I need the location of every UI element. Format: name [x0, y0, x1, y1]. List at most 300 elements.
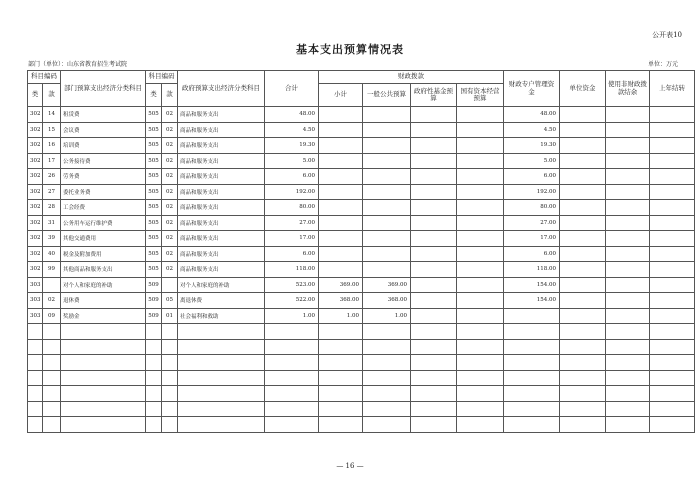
cell-cap	[457, 200, 504, 216]
header-subject-code-2: 科目编码	[146, 71, 178, 84]
cell-gen	[363, 262, 411, 278]
cell-carry	[650, 122, 695, 138]
cell-unitf	[560, 184, 606, 200]
cell-nonf	[606, 153, 650, 169]
empty-cell	[43, 339, 61, 355]
empty-cell	[560, 355, 606, 371]
cell-nonf	[606, 215, 650, 231]
cell-special: 27.00	[504, 215, 560, 231]
empty-cell	[411, 401, 457, 417]
empty-cell	[61, 401, 146, 417]
cell-total: 27.00	[265, 215, 319, 231]
cell-nonf	[606, 308, 650, 324]
cell-nonf	[606, 262, 650, 278]
empty-cell	[43, 386, 61, 402]
cell-cap	[457, 153, 504, 169]
cell-special: 17.00	[504, 231, 560, 247]
cell-gov: 商品和服务支出	[178, 184, 265, 200]
cell-carry	[650, 246, 695, 262]
cell-gen	[363, 215, 411, 231]
empty-cell	[606, 417, 650, 433]
header-fiscal: 财政拨款	[319, 71, 504, 84]
cell-carry	[650, 169, 695, 185]
empty-cell	[162, 355, 178, 371]
empty-cell	[265, 417, 319, 433]
table-row	[28, 246, 695, 262]
cell-kuan: 99	[43, 262, 61, 278]
cell-gov: 商品和服务支出	[178, 231, 265, 247]
cell-sub	[319, 122, 363, 138]
cell-nonf	[606, 293, 650, 309]
cell-nonf	[606, 107, 650, 123]
empty-cell	[28, 417, 43, 433]
empty-cell	[457, 401, 504, 417]
cell-kuan	[43, 277, 61, 293]
empty-cell	[146, 401, 162, 417]
empty-row	[28, 401, 695, 417]
empty-cell	[560, 417, 606, 433]
cell-unitf	[560, 200, 606, 216]
cell-unitf	[560, 215, 606, 231]
empty-cell	[146, 386, 162, 402]
cell-fund	[411, 107, 457, 123]
cell-sub	[319, 231, 363, 247]
cell-sub	[319, 246, 363, 262]
table-row	[28, 215, 695, 231]
cell-kuan: 16	[43, 138, 61, 154]
cell-fund	[411, 122, 457, 138]
cell-nonf	[606, 138, 650, 154]
cell-fund	[411, 293, 457, 309]
cell-sub	[319, 153, 363, 169]
empty-cell	[363, 339, 411, 355]
table-row	[28, 200, 695, 216]
cell-gen	[363, 153, 411, 169]
empty-cell	[504, 401, 560, 417]
empty-cell	[319, 386, 363, 402]
cell-total: 48.00	[265, 107, 319, 123]
empty-cell	[650, 417, 695, 433]
cell-lei: 302	[28, 138, 43, 154]
empty-cell	[504, 370, 560, 386]
cell-name: 公务接待费	[61, 153, 146, 169]
cell-unitf	[560, 138, 606, 154]
cell-carry	[650, 200, 695, 216]
cell-total: 523.00	[265, 277, 319, 293]
table-row	[28, 107, 695, 123]
cell-total: 118.00	[265, 262, 319, 278]
cell-kuan2: 02	[162, 262, 178, 278]
table-body	[28, 107, 695, 433]
cell-kuan2: 02	[162, 215, 178, 231]
form-number: 公开表10	[652, 31, 682, 39]
empty-cell	[319, 370, 363, 386]
table-row	[28, 122, 695, 138]
empty-cell	[606, 355, 650, 371]
department-label: 部门（单位）：山东省教育招生考试院	[28, 61, 128, 68]
empty-cell	[319, 417, 363, 433]
cell-carry	[650, 107, 695, 123]
empty-cell	[560, 401, 606, 417]
cell-kuan2: 02	[162, 169, 178, 185]
empty-cell	[178, 417, 265, 433]
cell-special: 154.00	[504, 293, 560, 309]
cell-cap	[457, 246, 504, 262]
cell-kuan2: 02	[162, 138, 178, 154]
empty-cell	[146, 355, 162, 371]
cell-sub: 369.00	[319, 277, 363, 293]
cell-kuan2: 02	[162, 122, 178, 138]
cell-unitf	[560, 308, 606, 324]
empty-cell	[43, 417, 61, 433]
cell-gov: 商品和服务支出	[178, 169, 265, 185]
cell-name: 租赁费	[61, 107, 146, 123]
cell-lei2: 505	[146, 122, 162, 138]
cell-name: 税金及附加费用	[61, 246, 146, 262]
cell-cap	[457, 138, 504, 154]
cell-gen: 368.00	[363, 293, 411, 309]
cell-gen	[363, 169, 411, 185]
cell-unitf	[560, 246, 606, 262]
cell-cap	[457, 293, 504, 309]
empty-cell	[363, 401, 411, 417]
cell-lei2: 509	[146, 308, 162, 324]
cell-gov: 商品和服务支出	[178, 246, 265, 262]
cell-lei: 302	[28, 122, 43, 138]
cell-total: 192.00	[265, 184, 319, 200]
cell-lei2: 505	[146, 200, 162, 216]
cell-special: 118.00	[504, 262, 560, 278]
cell-kuan: 28	[43, 200, 61, 216]
cell-gen	[363, 184, 411, 200]
cell-unitf	[560, 231, 606, 247]
empty-cell	[265, 324, 319, 340]
cell-lei2: 505	[146, 153, 162, 169]
cell-nonf	[606, 277, 650, 293]
cell-total: 6.00	[265, 246, 319, 262]
cell-cap	[457, 215, 504, 231]
cell-lei: 302	[28, 153, 43, 169]
cell-lei2: 505	[146, 184, 162, 200]
cell-lei2: 505	[146, 231, 162, 247]
empty-cell	[162, 324, 178, 340]
empty-cell	[411, 339, 457, 355]
empty-cell	[650, 386, 695, 402]
empty-cell	[650, 339, 695, 355]
empty-cell	[560, 386, 606, 402]
cell-kuan: 14	[43, 107, 61, 123]
empty-cell	[61, 417, 146, 433]
empty-cell	[162, 386, 178, 402]
cell-gov: 离退休费	[178, 293, 265, 309]
cell-lei: 302	[28, 262, 43, 278]
cell-unitf	[560, 153, 606, 169]
table-row	[28, 153, 695, 169]
cell-name: 其他商品和服务支出	[61, 262, 146, 278]
cell-sub	[319, 107, 363, 123]
cell-fund	[411, 277, 457, 293]
cell-gov: 社会福利和救助	[178, 308, 265, 324]
cell-lei2: 505	[146, 262, 162, 278]
table-row	[28, 184, 695, 200]
cell-carry	[650, 231, 695, 247]
cell-kuan: 39	[43, 231, 61, 247]
cell-gen	[363, 138, 411, 154]
cell-unitf	[560, 107, 606, 123]
cell-special: 4.50	[504, 122, 560, 138]
empty-cell	[146, 324, 162, 340]
empty-cell	[162, 401, 178, 417]
header-gov-econ: 政府预算支出经济分类科目	[178, 71, 265, 107]
cell-carry	[650, 277, 695, 293]
empty-cell	[265, 386, 319, 402]
cell-kuan2: 02	[162, 107, 178, 123]
cell-lei2: 505	[146, 246, 162, 262]
cell-special: 192.00	[504, 184, 560, 200]
empty-cell	[28, 324, 43, 340]
cell-total: 1.00	[265, 308, 319, 324]
cell-kuan: 40	[43, 246, 61, 262]
cell-nonf	[606, 184, 650, 200]
cell-kuan: 31	[43, 215, 61, 231]
cell-sub	[319, 262, 363, 278]
cell-lei2: 509	[146, 293, 162, 309]
cell-lei2: 505	[146, 107, 162, 123]
cell-sub	[319, 200, 363, 216]
cell-gov: 商品和服务支出	[178, 153, 265, 169]
empty-cell	[178, 370, 265, 386]
cell-carry	[650, 184, 695, 200]
header-total: 合计	[265, 71, 319, 107]
cell-fund	[411, 153, 457, 169]
cell-unitf	[560, 262, 606, 278]
empty-cell	[363, 386, 411, 402]
empty-cell	[457, 339, 504, 355]
cell-fund	[411, 246, 457, 262]
cell-kuan2: 01	[162, 308, 178, 324]
cell-fund	[411, 231, 457, 247]
cell-gov: 商品和服务支出	[178, 262, 265, 278]
table-row	[28, 169, 695, 185]
cell-sub	[319, 184, 363, 200]
empty-cell	[457, 324, 504, 340]
cell-gen	[363, 200, 411, 216]
header-special: 财政专户管理资金	[504, 71, 560, 107]
empty-row	[28, 339, 695, 355]
empty-cell	[411, 324, 457, 340]
empty-cell	[162, 417, 178, 433]
cell-unitf	[560, 277, 606, 293]
empty-cell	[457, 417, 504, 433]
empty-cell	[319, 401, 363, 417]
cell-gov: 商品和服务支出	[178, 215, 265, 231]
cell-carry	[650, 215, 695, 231]
header-lei-2: 类	[146, 84, 162, 107]
cell-gov: 对个人和家庭的补助	[178, 277, 265, 293]
empty-row	[28, 324, 695, 340]
cell-lei: 303	[28, 277, 43, 293]
cell-special: 80.00	[504, 200, 560, 216]
cell-cap	[457, 184, 504, 200]
empty-cell	[43, 324, 61, 340]
cell-kuan2: 02	[162, 246, 178, 262]
empty-cell	[178, 339, 265, 355]
cell-sub	[319, 215, 363, 231]
empty-cell	[363, 324, 411, 340]
empty-row	[28, 386, 695, 402]
empty-cell	[178, 386, 265, 402]
cell-unitf	[560, 122, 606, 138]
empty-cell	[457, 386, 504, 402]
cell-special: 5.00	[504, 153, 560, 169]
cell-cap	[457, 262, 504, 278]
cell-total: 6.00	[265, 169, 319, 185]
header-unit-funds: 单位资金	[560, 71, 606, 107]
cell-lei: 303	[28, 308, 43, 324]
cell-special: 48.00	[504, 107, 560, 123]
empty-row	[28, 355, 695, 371]
cell-gen	[363, 107, 411, 123]
empty-cell	[606, 401, 650, 417]
cell-fund	[411, 262, 457, 278]
cell-name: 对个人和家庭的补助	[61, 277, 146, 293]
cell-kuan: 17	[43, 153, 61, 169]
cell-total: 522.00	[265, 293, 319, 309]
cell-kuan2: 05	[162, 293, 178, 309]
header-subtotal: 小计	[319, 84, 363, 107]
cell-gov: 商品和服务支出	[178, 122, 265, 138]
empty-cell	[504, 417, 560, 433]
cell-fund	[411, 184, 457, 200]
cell-name: 其他交通费用	[61, 231, 146, 247]
empty-cell	[650, 370, 695, 386]
header-kuan: 款	[43, 84, 61, 107]
empty-cell	[411, 417, 457, 433]
cell-gov: 商品和服务支出	[178, 107, 265, 123]
cell-fund	[411, 308, 457, 324]
table-row	[28, 138, 695, 154]
empty-cell	[606, 370, 650, 386]
cell-carry	[650, 293, 695, 309]
header-carryover: 上年结转	[650, 71, 695, 107]
cell-lei2: 505	[146, 138, 162, 154]
empty-cell	[178, 401, 265, 417]
cell-unitf	[560, 169, 606, 185]
empty-cell	[28, 355, 43, 371]
cell-name: 工会经费	[61, 200, 146, 216]
empty-cell	[560, 339, 606, 355]
empty-cell	[411, 355, 457, 371]
empty-cell	[265, 370, 319, 386]
cell-name: 公务用车运行维护费	[61, 215, 146, 231]
header-lei: 类	[28, 84, 43, 107]
header-kuan-2: 款	[162, 84, 178, 107]
cell-total: 17.00	[265, 231, 319, 247]
empty-cell	[650, 324, 695, 340]
empty-cell	[606, 339, 650, 355]
empty-cell	[650, 355, 695, 371]
cell-cap	[457, 122, 504, 138]
empty-cell	[606, 386, 650, 402]
empty-cell	[363, 355, 411, 371]
cell-carry	[650, 153, 695, 169]
cell-kuan2	[162, 277, 178, 293]
page-title: 基本支出预算情况表	[296, 43, 404, 56]
empty-cell	[457, 355, 504, 371]
empty-cell	[319, 339, 363, 355]
cell-special: 154.00	[504, 277, 560, 293]
unit-label: 单位：万元	[647, 61, 678, 68]
empty-cell	[411, 370, 457, 386]
empty-cell	[504, 386, 560, 402]
empty-cell	[319, 324, 363, 340]
empty-cell	[162, 370, 178, 386]
empty-cell	[146, 370, 162, 386]
cell-kuan: 26	[43, 169, 61, 185]
cell-lei: 302	[28, 215, 43, 231]
cell-special	[504, 308, 560, 324]
cell-name: 奖励金	[61, 308, 146, 324]
empty-cell	[146, 339, 162, 355]
cell-kuan: 15	[43, 122, 61, 138]
empty-cell	[411, 386, 457, 402]
cell-cap	[457, 277, 504, 293]
cell-lei: 302	[28, 246, 43, 262]
cell-nonf	[606, 231, 650, 247]
empty-cell	[606, 324, 650, 340]
header-state-capital: 国有资本经营预算	[457, 84, 504, 107]
table-row	[28, 277, 695, 293]
cell-kuan: 02	[43, 293, 61, 309]
table-row	[28, 308, 695, 324]
cell-total: 80.00	[265, 200, 319, 216]
page-number: — 16 —	[336, 462, 364, 470]
empty-cell	[28, 339, 43, 355]
empty-cell	[504, 324, 560, 340]
cell-fund	[411, 215, 457, 231]
empty-cell	[560, 370, 606, 386]
cell-name: 退休费	[61, 293, 146, 309]
cell-lei2: 509	[146, 277, 162, 293]
empty-cell	[319, 355, 363, 371]
empty-cell	[43, 370, 61, 386]
cell-gov: 商品和服务支出	[178, 138, 265, 154]
empty-cell	[265, 355, 319, 371]
empty-row	[28, 417, 695, 433]
cell-total: 4.50	[265, 122, 319, 138]
empty-cell	[61, 339, 146, 355]
table-row	[28, 262, 695, 278]
empty-cell	[61, 324, 146, 340]
cell-kuan2: 02	[162, 184, 178, 200]
empty-cell	[560, 324, 606, 340]
cell-kuan2: 02	[162, 231, 178, 247]
empty-cell	[43, 355, 61, 371]
cell-nonf	[606, 122, 650, 138]
cell-carry	[650, 262, 695, 278]
empty-cell	[43, 401, 61, 417]
cell-lei2: 505	[146, 169, 162, 185]
empty-cell	[363, 417, 411, 433]
cell-total: 5.00	[265, 153, 319, 169]
cell-special: 19.30	[504, 138, 560, 154]
cell-lei: 302	[28, 231, 43, 247]
cell-special: 6.00	[504, 169, 560, 185]
cell-kuan: 27	[43, 184, 61, 200]
cell-kuan: 09	[43, 308, 61, 324]
cell-sub: 1.00	[319, 308, 363, 324]
cell-cap	[457, 308, 504, 324]
